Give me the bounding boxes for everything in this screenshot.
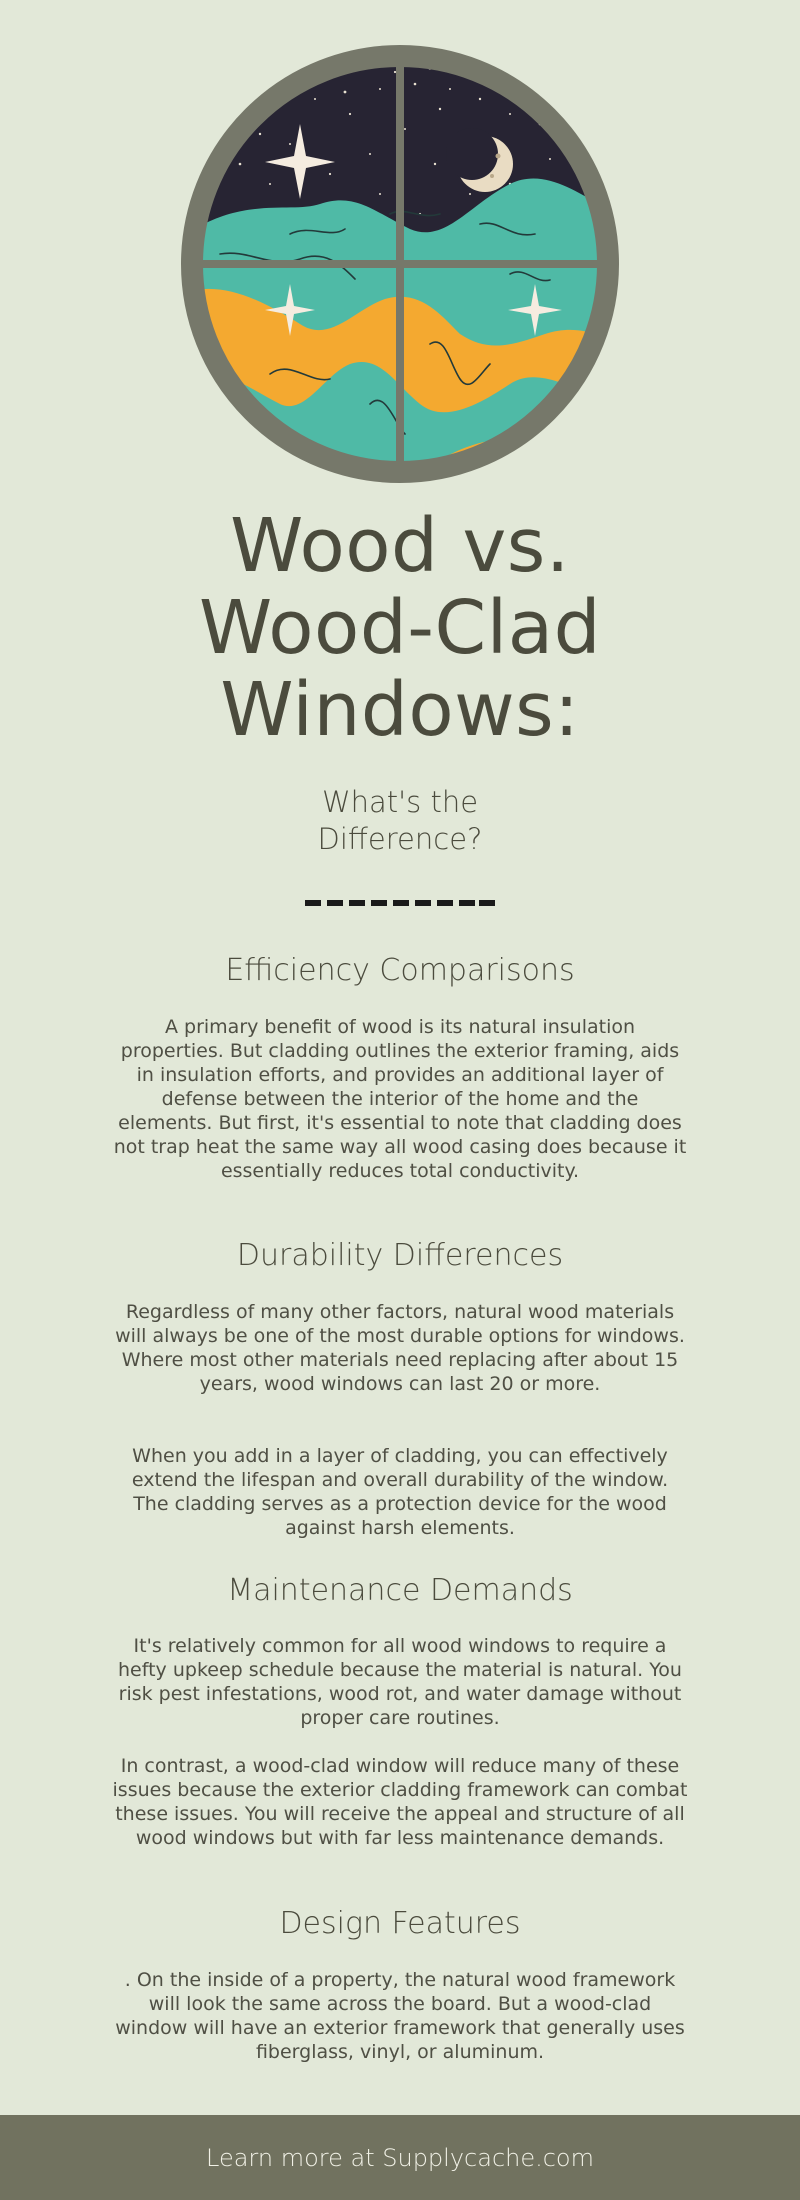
efficiency-paragraph: A primary benefit of wood is its natural insulation properties. But cladding outlines the exterior framing, aids in insulation efforts, and provides an additional layer of defense between the interior of the home and the elements. But first, it's essential to note that cladding does not trap heat the same way all wood casing does because it essentially reduces total conductivity. (113, 1016, 687, 1182)
title-line-2: Wood-Clad (198, 585, 602, 671)
durability-paragraph-1: Regardless of many other factors, natural wood materials will always be one of the most durable options for windows. Where most other materials need replacing after about 15 years, wood windows can last 20 or more. (115, 1301, 685, 1395)
design-paragraph: . On the inside of a property, the natural wood framework will look the same across the board. But a wood-clad window will have an exterior framework that generally uses fiberglass, vinyl, or aluminum. (115, 1969, 685, 2063)
footer-link[interactable]: Learn more at Supplycache.com (206, 2143, 594, 2172)
subtitle-line-2: Difference? (317, 822, 483, 856)
night-window-illustration-icon (180, 44, 620, 484)
footer-bar (0, 2115, 800, 2200)
durability-paragraph-2: When you add in a layer of cladding, you can effectively extend the lifespan and overall durability of the window. The cladding serves as a protection device for the wood against harsh elements. (131, 1445, 669, 1539)
page-title (0, 505, 800, 751)
section-heading-maintenance: Maintenance Demands (227, 1573, 573, 1608)
maintenance-paragraph-2: In contrast, a wood-clad window will reduce many of these issues because the exterior cladding framework can combat these issues. You will receive the appeal and structure of all wood windows but with far less maintenance demands. (112, 1755, 688, 1849)
page-subtitle (0, 784, 800, 858)
dashed-divider (305, 899, 495, 907)
section-heading-design: Design Features (279, 1906, 521, 1941)
section-heading-durability: Durability Differences (236, 1238, 564, 1273)
title-line-1: Wood vs. (230, 503, 570, 589)
subtitle-line-1: What's the (321, 785, 479, 819)
section-heading-efficiency: Efficiency Comparisons (225, 953, 575, 988)
maintenance-paragraph-1: It's relatively common for all wood windows to require a hefty upkeep schedule because the material is natural. You risk pest infestations, wood rot, and water damage without proper care routines. (118, 1635, 682, 1729)
title-line-3: Windows: (220, 667, 580, 753)
